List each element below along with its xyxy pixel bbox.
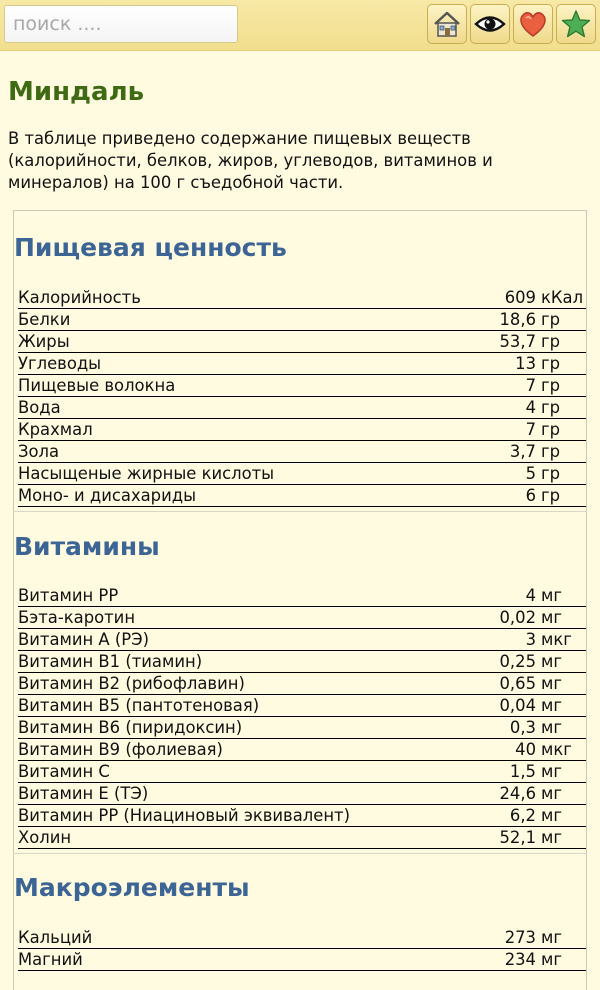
table-row: Витамин В9 (фолиевая) 40 мкг bbox=[18, 739, 586, 761]
eye-icon bbox=[474, 13, 506, 35]
section-divider bbox=[13, 853, 587, 854]
table-row: Холин 52,1 мг bbox=[18, 827, 586, 849]
section-title-nutrition: Пищевая ценность bbox=[14, 233, 287, 262]
star-icon bbox=[561, 9, 591, 39]
search-input[interactable] bbox=[4, 5, 238, 43]
eye-button[interactable] bbox=[470, 4, 510, 44]
table-row: Витамин С 1,5 мг bbox=[18, 761, 586, 783]
table-row: Витамин РР (Ниациновый эквивалент) 6,2 мг bbox=[18, 805, 586, 827]
section-title-vitamins: Витамины bbox=[14, 532, 160, 561]
table-row: Моно- и дисахариды 6 гр bbox=[18, 485, 586, 507]
intro-text: В таблице приведено содержание пищевых веществ (калорийности, белков, жиров, углеводов, витаминов и минералов) на 100 г съедобной части. bbox=[8, 129, 493, 192]
table-row: Витамин А (РЭ) 3 мкг bbox=[18, 629, 586, 651]
heart-button[interactable] bbox=[513, 4, 553, 44]
table-row: Витамин Е (ТЭ) 24,6 мг bbox=[18, 783, 586, 805]
page-title: Миндаль bbox=[8, 77, 145, 107]
table-row: Пищевые волокна 7 гр bbox=[18, 375, 586, 397]
table-row: Витамин В5 (пантотеновая) 0,04 мг bbox=[18, 695, 586, 717]
table-row: Вода 4 гр bbox=[18, 397, 586, 419]
table-row: Витамин В2 (рибофлавин) 0,65 мг bbox=[18, 673, 586, 695]
heart-icon bbox=[518, 10, 548, 38]
star-button[interactable] bbox=[556, 4, 596, 44]
home-button[interactable] bbox=[427, 4, 467, 44]
section-title-macroelements: Макроэлементы bbox=[14, 873, 250, 902]
top-toolbar bbox=[0, 0, 600, 51]
table-row: Бэта-каротин 0,02 мг bbox=[18, 607, 586, 629]
table-row: Калорийность 609 кКал bbox=[18, 287, 586, 309]
table-row: Зола 3,7 гр bbox=[18, 441, 586, 463]
table-row: Витамин В6 (пиридоксин) 0,3 мг bbox=[18, 717, 586, 739]
table-row: Кальций 273 мг bbox=[18, 927, 586, 949]
table-row: Витамин РР 4 мг bbox=[18, 585, 586, 607]
home-icon bbox=[432, 10, 462, 38]
table-row: Белки 18,6 гр bbox=[18, 309, 586, 331]
table-row: Крахмал 7 гр bbox=[18, 419, 586, 441]
table-row: Магний 234 мг bbox=[18, 949, 586, 971]
page-content bbox=[0, 50, 600, 975]
table-row: Насыщеные жирные кислоты 5 гр bbox=[18, 463, 586, 485]
table-row: Витамин В1 (тиамин) 0,25 мг bbox=[18, 651, 586, 673]
table-row: Жиры 53,7 гр bbox=[18, 331, 586, 353]
table-row: Углеводы 13 гр bbox=[18, 353, 586, 375]
section-divider bbox=[13, 511, 587, 512]
